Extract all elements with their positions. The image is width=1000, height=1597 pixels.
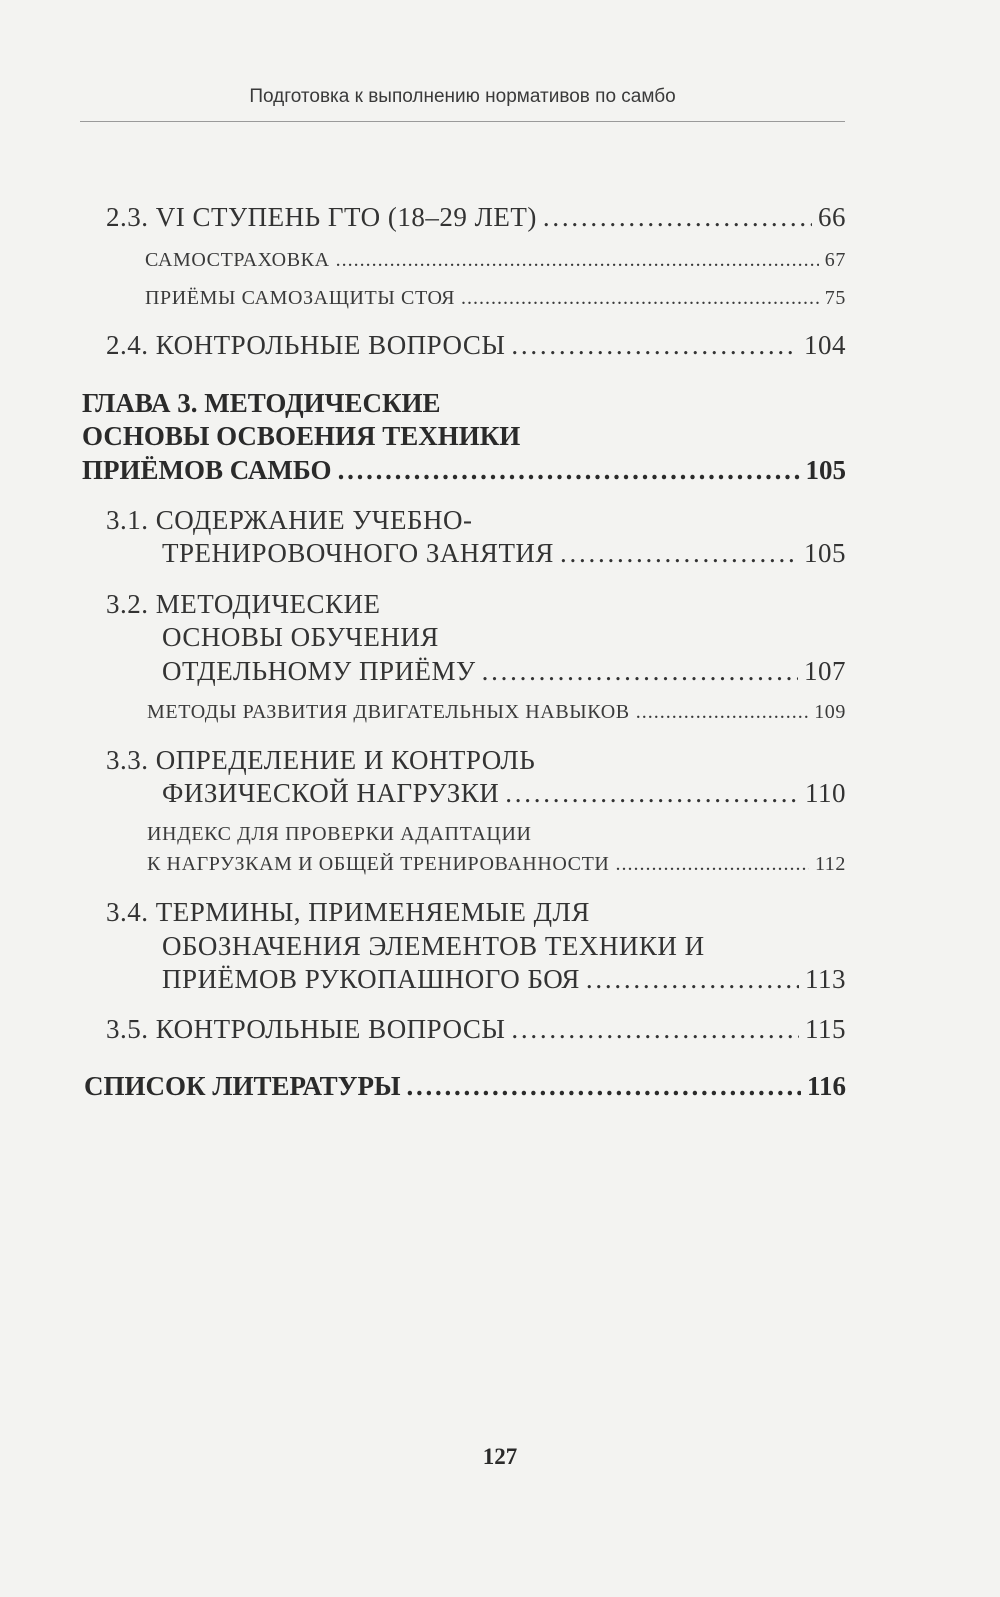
dot-leader: [482, 656, 798, 687]
dot-leader: [586, 964, 799, 995]
dot-leader: [505, 778, 799, 809]
toc-entry-title: ФИЗИЧЕСКОЙ НАГРУЗКИ: [162, 778, 500, 808]
toc-entry-3-2-line-2: ОСНОВЫ ОБУЧЕНИЯ: [162, 622, 439, 652]
toc-entry-number: 3.5.: [106, 1014, 149, 1044]
toc-entry-3-3[interactable]: [162, 778, 846, 809]
header-rule: [80, 121, 845, 122]
toc-entry-page: 67: [824, 249, 846, 271]
toc-entry-page: 104: [804, 330, 846, 360]
dot-leader: [511, 330, 798, 361]
dot-leader: [511, 1014, 799, 1045]
toc-entry-3-4-line-1: [106, 897, 590, 928]
toc-entry-3-2-line-1: [106, 589, 381, 620]
toc-entry-number: 3.3.: [106, 745, 149, 775]
toc-entry-adaptation-index[interactable]: [147, 853, 846, 876]
toc-entry-title-line: СОДЕРЖАНИЕ УЧЕБНО-: [155, 505, 473, 535]
toc-entry-2-3[interactable]: [106, 202, 846, 233]
page-number: 127: [482, 1444, 518, 1469]
toc-entry-page: 105: [804, 538, 846, 568]
toc-entry-standing-self-defense[interactable]: [145, 287, 846, 310]
toc-entry-page: 115: [805, 1014, 846, 1044]
toc-entry-title-line: ТЕРМИНЫ, ПРИМЕНЯЕМЫЕ ДЛЯ: [155, 897, 590, 927]
toc-entry-title: СПИСОК ЛИТЕРАТУРЫ: [84, 1071, 401, 1101]
toc-entry-title: ПРИЁМОВ РУКОПАШНОГО БОЯ: [162, 964, 580, 994]
toc-entry-3-4-line-2: ОБОЗНАЧЕНИЯ ЭЛЕМЕНТОВ ТЕХНИКИ И: [162, 931, 705, 961]
toc-entry-page: 112: [814, 853, 846, 875]
toc-entry-3-4[interactable]: [162, 964, 846, 995]
toc-entry-title: ОТДЕЛЬНОМУ ПРИЁМУ: [162, 656, 476, 686]
dot-leader: [406, 1071, 801, 1102]
toc-entry-title-line: МЕТОДИЧЕСКИЕ: [155, 589, 381, 619]
toc-entry-title: ТРЕНИРОВОЧНОГО ЗАНЯТИЯ: [162, 538, 554, 568]
toc-entry-page: 107: [804, 656, 846, 686]
toc-entry-bibliography[interactable]: [84, 1071, 846, 1102]
dot-leader: [615, 853, 808, 876]
toc-entry-chapter-3[interactable]: [82, 455, 846, 486]
toc-entry-title: ПРИЁМОВ САМБО: [82, 455, 332, 485]
toc-entry-title: VI СТУПЕНЬ ГТО (18–29 ЛЕТ): [155, 202, 537, 232]
toc-entry-page: 66: [818, 202, 846, 232]
running-head: Подготовка к выполнению нормативов по самбо: [249, 86, 676, 107]
toc-entry-number: 3.2.: [106, 589, 149, 619]
toc-entry-page: 109: [814, 701, 846, 723]
chapter-3-title-line-2: ОСНОВЫ ОСВОЕНИЯ ТЕХНИКИ: [82, 421, 521, 451]
toc-entry-page: 110: [805, 778, 846, 808]
toc-entry-self-belay[interactable]: [145, 249, 846, 272]
dot-leader: [560, 538, 798, 569]
dot-leader: [636, 701, 808, 724]
toc-entry-page: 105: [805, 455, 846, 485]
toc-entry-3-1[interactable]: [162, 538, 846, 569]
toc-entry-title: ПРИЁМЫ САМОЗАЩИТЫ СТОЯ: [145, 287, 456, 309]
toc-entry-2-4[interactable]: [106, 330, 846, 361]
dot-leader: [461, 287, 819, 310]
toc-entry-title: МЕТОДЫ РАЗВИТИЯ ДВИГАТЕЛЬНЫХ НАВЫКОВ: [147, 701, 630, 723]
toc-entry-3-5[interactable]: [106, 1014, 846, 1045]
toc-entry-number: 2.3.: [106, 202, 149, 232]
dot-leader: [543, 202, 812, 233]
dot-leader: [338, 455, 800, 486]
toc-entry-title: КОНТРОЛЬНЫЕ ВОПРОСЫ: [155, 1014, 506, 1044]
toc-entry-title: САМОСТРАХОВКА: [145, 249, 330, 271]
toc-entry-title-line: ОПРЕДЕЛЕНИЕ И КОНТРОЛЬ: [155, 745, 536, 775]
toc-entry-number: 3.1.: [106, 505, 149, 535]
toc-entry-page: 75: [824, 287, 846, 309]
toc-entry-adaptation-index-line-1: ИНДЕКС ДЛЯ ПРОВЕРКИ АДАПТАЦИИ: [147, 823, 532, 845]
toc-entry-title: КОНТРОЛЬНЫЕ ВОПРОСЫ: [155, 330, 506, 360]
toc-entry-3-3-line-1: [106, 745, 535, 776]
toc-entry-3-1-line-1: [106, 505, 472, 536]
toc-entry-page: 113: [805, 964, 846, 994]
toc-entry-3-2[interactable]: [162, 656, 846, 687]
chapter-3-title-line-1: ГЛАВА 3. МЕТОДИЧЕСКИЕ: [82, 388, 441, 418]
toc-entry-number: 2.4.: [106, 330, 149, 360]
dot-leader: [336, 249, 819, 272]
toc-entry-number: 3.4.: [106, 897, 149, 927]
toc-entry-motor-skills-methods[interactable]: [147, 701, 846, 724]
toc-entry-title: К НАГРУЗКАМ И ОБЩЕЙ ТРЕНИРОВАННОСТИ: [147, 853, 610, 875]
toc-entry-page: 116: [806, 1071, 846, 1101]
